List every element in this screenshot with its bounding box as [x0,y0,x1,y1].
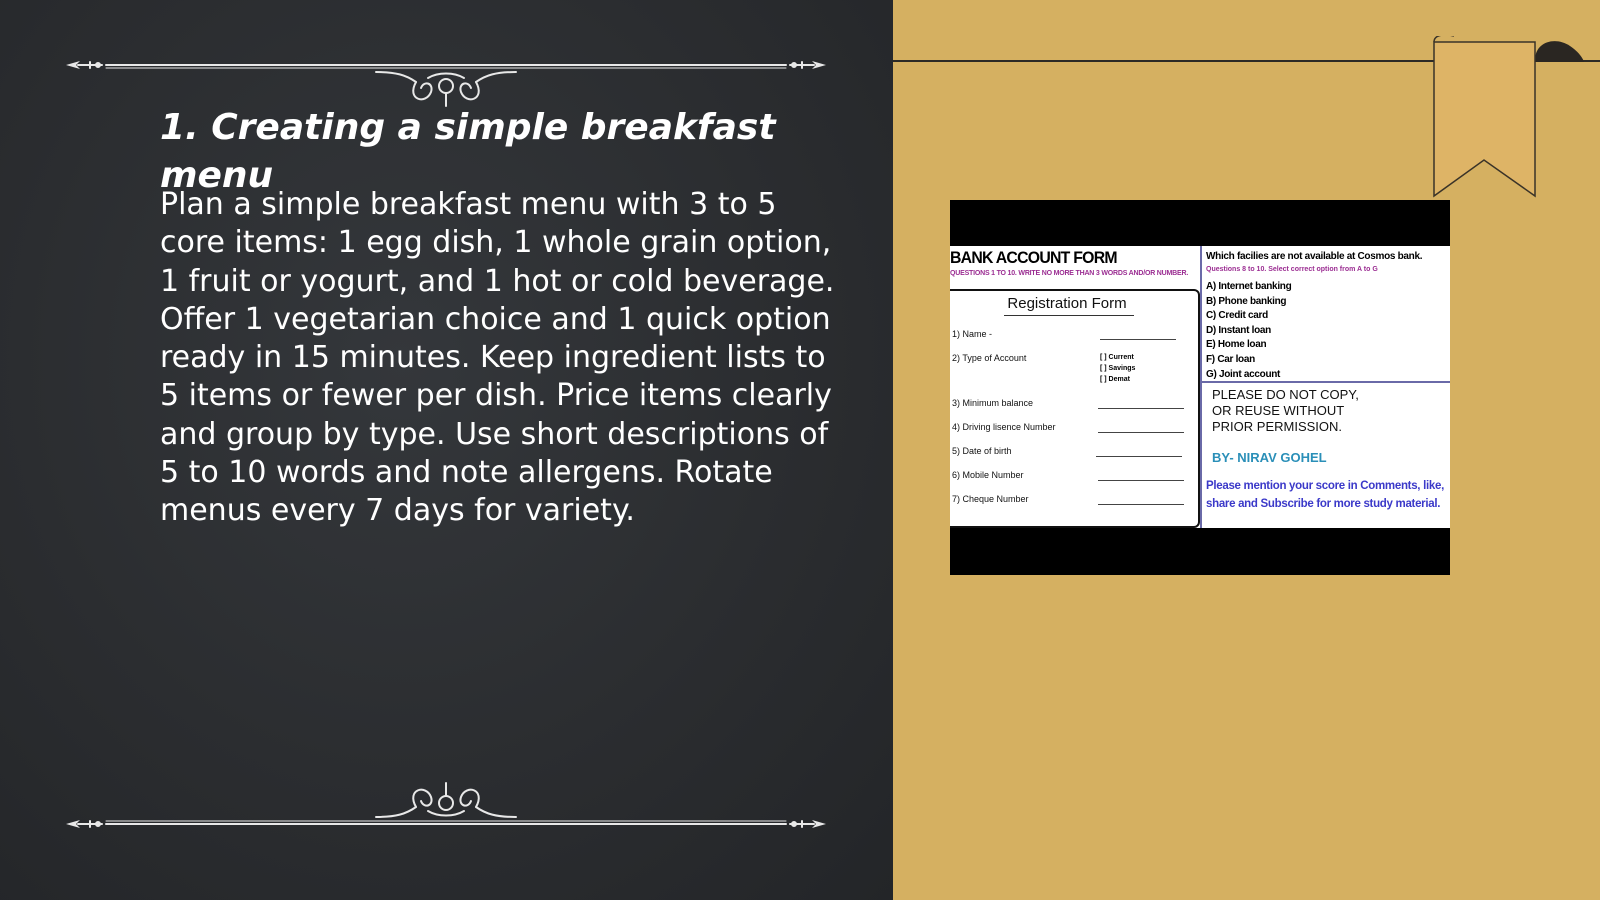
form-field-label: 2) Type of Account [952,353,1027,363]
form-field-blank [1098,408,1184,409]
form-field-label: 3) Minimum balance [952,398,1034,408]
facilities-instructions: Questions 8 to 10. Select correct option from A to G [1206,266,1378,273]
facilities-list [1206,280,1291,382]
form-field-label: 5) Date of birth [952,446,1012,456]
account-option: [ ] Savings [1100,365,1136,372]
author-credit: BY- NIRAV GOHEL [1212,450,1327,465]
notice-line: PLEASE DO NOT COPY, [1212,387,1359,402]
facility-option: G) Joint account [1206,368,1281,380]
account-option: [ ] Current [1100,354,1134,361]
column-separator [1200,246,1202,528]
facility-option: B) Phone banking [1206,295,1287,307]
bank-form-instructions: QUESTIONS 1 TO 10. WRITE NO MORE THAN 3 WORDS AND/OR NUMBER. [950,270,1189,277]
slide-title: 1. Creating a simple breakfast menu [160,107,776,196]
registration-form-title: Registration Form [1007,295,1127,312]
facilities-question: Which facilies are not available at Cosmos bank. [1206,251,1423,262]
form-field-label: 1) Name - [952,329,993,339]
bank-form-title: BANK ACCOUNT FORM [950,248,1117,267]
facility-option: D) Instant loan [1206,324,1271,336]
notice-line: OR REUSE WITHOUT [1212,403,1345,418]
bookmark-icon [1430,36,1600,206]
facility-option: F) Car loan [1206,353,1255,365]
slide-body-text: Plan a simple breakfast menu with 3 to 5 core items: 1 egg dish, 1 whole grain option, 1 fruit or yogurt, and 1 hot or cold beverage. Offer 1 vegetarian choice and 1 quick option ready in 15 minutes. Keep ingredient lists to 5 items or fewer per dish. Price items clearly and group by type. Use short descriptions of 5 to 10 words and note allergens. Rotate menus every 7 days for variety. [160,187,835,529]
form-field-label: 6) Mobile Number [952,470,1024,480]
facility-option: E) Home loan [1206,339,1267,351]
form-field-blank [1098,432,1184,433]
subscribe-plea: Please mention your score in Comments, like, share and Subscribe for more study material. [1206,480,1444,510]
ornament-divider-bottom [66,772,826,832]
registration-title-underline [1004,315,1134,316]
form-field-blank [1100,339,1176,340]
notice-separator [1202,381,1450,383]
form-field-label: 4) Driving lisence Number [952,422,1056,432]
form-field-blank [1096,456,1182,457]
facility-option: A) Internet banking [1206,281,1292,292]
notice-line: PRIOR PERMISSION. [1212,419,1343,434]
form-field-blank [1098,504,1184,505]
copyright-notice [1212,387,1359,435]
registration-form-box [950,289,1200,528]
ornament-divider-top [66,50,826,110]
account-option: [ ] Demat [1100,376,1130,383]
form-field-blank [1098,480,1184,481]
facility-option: C) Credit card [1206,310,1268,322]
bank-form-sheet [950,246,1450,528]
form-field-label: 7) Cheque Number [952,494,1029,504]
bank-form-thumbnail [950,200,1450,575]
